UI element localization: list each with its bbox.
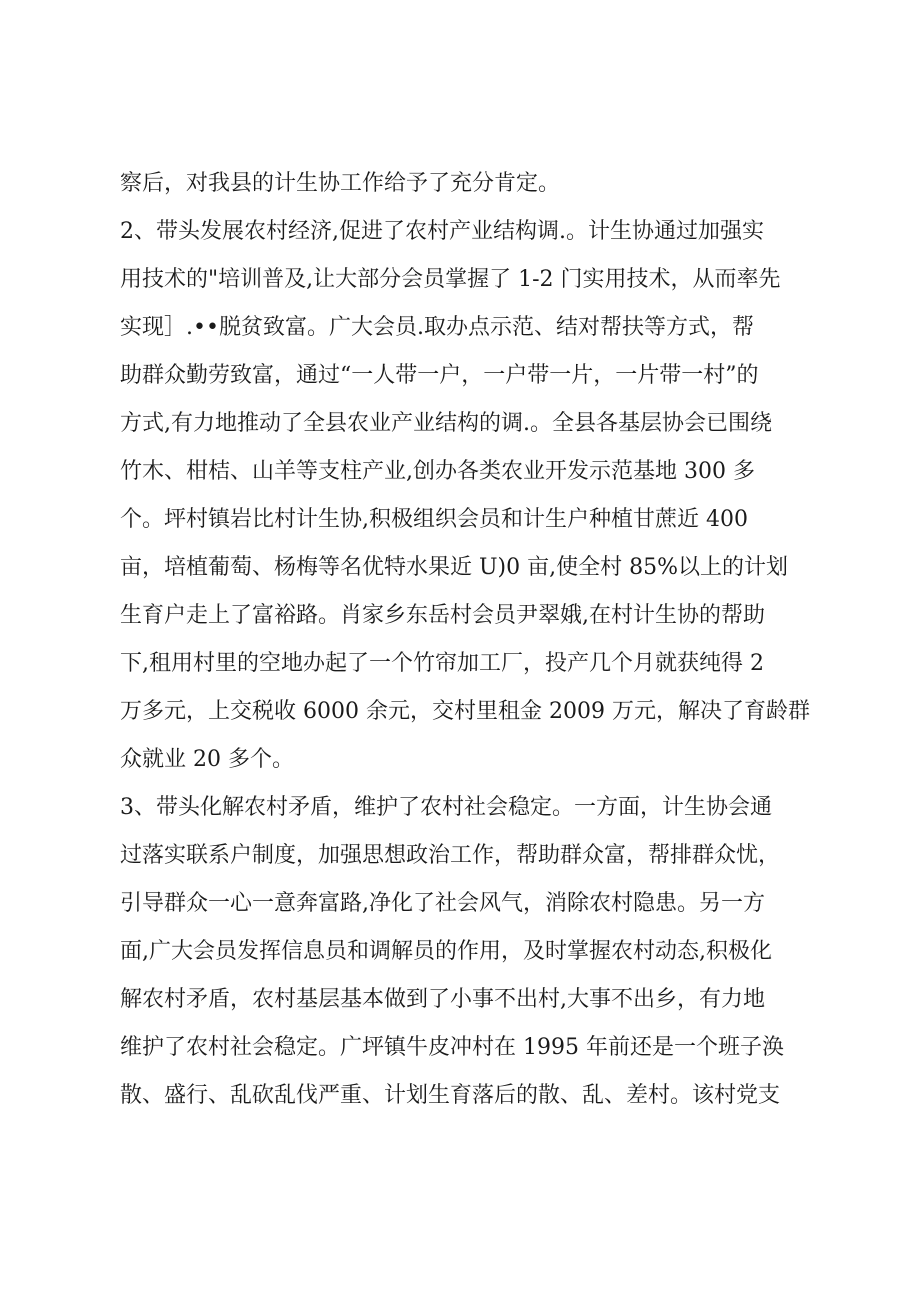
text-line: 过落实联系户制度，加强思想政治工作，帮助群众富，帮排群众忧， xyxy=(120,843,781,868)
text-line: 竹木、柑桔、山羊等支柱产业,创办各类农业开发示范基地 300 多 xyxy=(120,459,755,484)
text-line: 众就业 20 多个。 xyxy=(120,747,294,772)
text-line: 下,租用村里的空地办起了一个竹帘加工厂，投产几个月就获纯得 2 xyxy=(120,651,764,676)
text-line: 生育户走上了富裕路。肖家乡东岳村会员尹翠娥,在村计生协的帮助 xyxy=(120,603,765,628)
text-line: 维护了农村社会稳定。广坪镇牛皮冲村在 1995 年前还是一个班子涣 xyxy=(120,1035,784,1060)
text-line: 个。坪村镇岩比村计生协,积极组织会员和计生户种植甘蔗近 400 xyxy=(120,507,748,532)
text-line: 亩，培植葡萄、杨梅等名优特水果近 U)0 亩,使全村 85%以上的计划 xyxy=(120,555,788,580)
text-line: 解农村矛盾，农村基层基本做到了小事不出村,大事不出乡，有力地 xyxy=(120,987,765,1012)
text-line: 3、带头化解农村矛盾，维护了农村社会稳定。一方面，计生协会通 xyxy=(120,795,772,820)
text-line: 2、带头发展农村经济,促进了农村产业结构调.。计生协通过加强实 xyxy=(120,219,764,244)
text-line: 助群众勤劳致富，通过“一人带一户，一户带一片，一片带一村”的 xyxy=(120,363,759,388)
text-line: 面,广大会员发挥信息员和调解员的作用，及时掌握农村动态,积极化 xyxy=(120,939,772,964)
text-line: 引导群众一心一意奔富路,净化了社会风气，消除农村隐患。另一方 xyxy=(120,891,765,916)
text-line: 用技术的"培训普及,让大部分会员掌握了 1-2 门实用技术，从而率先 xyxy=(120,267,781,292)
text-line: 万多元，上交税收 6000 余元，交村里租金 2009 万元，解决了育龄群 xyxy=(120,699,810,724)
text-line: 察后，对我县的计生协工作给予了充分肯定。 xyxy=(120,171,561,196)
body-text xyxy=(120,160,820,1120)
text-line: 方式,有力地推动了全县农业产业结构的调.。全县各基层协会已围绕 xyxy=(120,411,772,436)
text-line: 实现］.••脱贫致富。广大会员.取办点示范、结对帮扶等方式，帮 xyxy=(120,315,754,340)
text-line: 散、盛行、乱砍乱伐严重、计划生育落后的散、乱、差村。该村党支 xyxy=(120,1083,781,1108)
